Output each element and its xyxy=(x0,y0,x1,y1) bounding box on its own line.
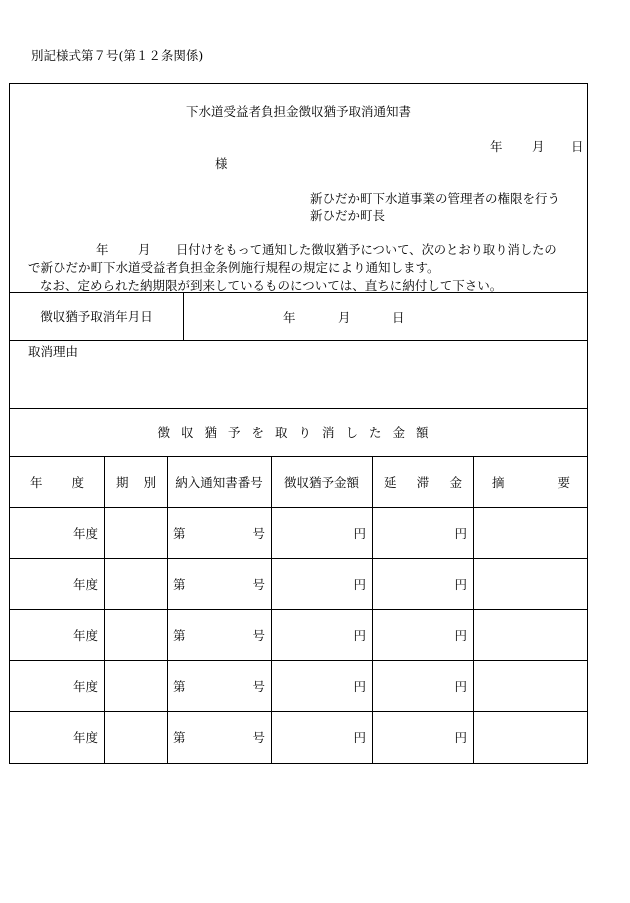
row-notice-number xyxy=(167,558,271,609)
header-late-fee-char-2: 滞 xyxy=(416,474,430,490)
row-late-fee: 円 xyxy=(454,525,467,541)
header-remarks xyxy=(492,456,570,507)
header-fiscal-year xyxy=(30,456,84,507)
issuer-line-1: 新ひだか町下水道事業の管理者の権限を行う xyxy=(310,191,561,206)
row-late-fee: 円 xyxy=(454,730,467,745)
row-late-fee: 円 xyxy=(454,678,467,694)
header-fiscal-year-char-1: 年 xyxy=(30,474,43,490)
cancel-date-year: 年 xyxy=(283,310,296,325)
row-number-prefix: 第 xyxy=(173,678,186,694)
row-notice-number xyxy=(167,660,271,711)
row-number-prefix: 第 xyxy=(173,576,186,592)
row-deferred-amount: 円 xyxy=(353,627,366,643)
row-notice-number xyxy=(167,711,271,763)
row-number-prefix: 第 xyxy=(173,627,186,643)
header-remarks-char-1: 摘 xyxy=(492,474,505,490)
header-notice-number: 納入通知書番号 xyxy=(175,474,263,490)
row-fiscal-year: 年度 xyxy=(72,627,98,643)
row-notice-number xyxy=(167,507,271,558)
body-month: 月 xyxy=(138,242,151,257)
cancel-date-day: 日 xyxy=(392,310,405,325)
issuer-line-2: 新ひだか町長 xyxy=(310,208,386,223)
row-deferred-amount: 円 xyxy=(353,678,366,694)
row-notice-number xyxy=(167,609,271,660)
header-period-char-1: 期 xyxy=(116,474,129,490)
notice-date-month: 月 xyxy=(532,139,545,154)
form-caption: 別記様式第７号(第１２条関係) xyxy=(31,48,204,63)
row-number-suffix: 号 xyxy=(252,525,265,541)
row-number-suffix: 号 xyxy=(252,730,265,745)
header-period xyxy=(116,456,156,507)
cancel-date-month: 月 xyxy=(338,310,351,325)
body-line-2: で新ひだか町下水道受益者負担金条例施行規程の規定により通知します。 xyxy=(28,260,440,275)
row-fiscal-year: 年度 xyxy=(72,525,98,541)
cancellation-notice-form xyxy=(9,83,588,764)
notice-title: 下水道受益者負担金徴収猶予取消通知書 xyxy=(185,104,411,119)
header-fiscal-year-char-2: 度 xyxy=(71,474,84,490)
body-line-1: 日付けをもって通知した徴収猶予について、次のとおり取り消したの xyxy=(176,243,557,257)
row-late-fee: 円 xyxy=(454,627,467,643)
notice-date-day: 日 xyxy=(571,139,584,154)
body-year: 年 xyxy=(96,242,109,257)
header-late-fee-char-3: 金 xyxy=(449,474,462,490)
body-line-3: なお、定められた納期限が到来しているものについては、直ちに納付して下さい。 xyxy=(40,278,503,293)
header-period-char-2: 別 xyxy=(143,474,156,490)
reason-label: 取消理由 xyxy=(28,344,79,359)
header-deferred-amount: 徴収猶予金額 xyxy=(283,474,359,490)
row-late-fee: 円 xyxy=(454,576,467,592)
row-fiscal-year: 年度 xyxy=(72,730,98,745)
row-number-prefix: 第 xyxy=(173,525,186,541)
row-number-prefix: 第 xyxy=(173,730,186,745)
amount-section-heading xyxy=(10,408,587,456)
row-number-suffix: 号 xyxy=(252,678,265,694)
row-number-suffix: 号 xyxy=(252,627,265,643)
row-fiscal-year: 年度 xyxy=(72,576,98,592)
row-fiscal-year: 年度 xyxy=(72,678,98,694)
row-deferred-amount: 円 xyxy=(353,730,366,745)
row-number-suffix: 号 xyxy=(252,576,265,592)
header-late-fee xyxy=(384,456,462,507)
amount-section-heading-text: 徴収猶予を取り消した金額 xyxy=(157,425,440,440)
notice-date-year: 年 xyxy=(490,139,503,154)
cancel-date-label: 徴収猶予取消年月日 xyxy=(40,309,153,324)
header-remarks-char-2: 要 xyxy=(557,474,570,490)
row-deferred-amount: 円 xyxy=(353,576,366,592)
addressee-suffix: 様 xyxy=(215,156,228,171)
row-deferred-amount: 円 xyxy=(353,525,366,541)
header-late-fee-char-1: 延 xyxy=(384,474,397,490)
